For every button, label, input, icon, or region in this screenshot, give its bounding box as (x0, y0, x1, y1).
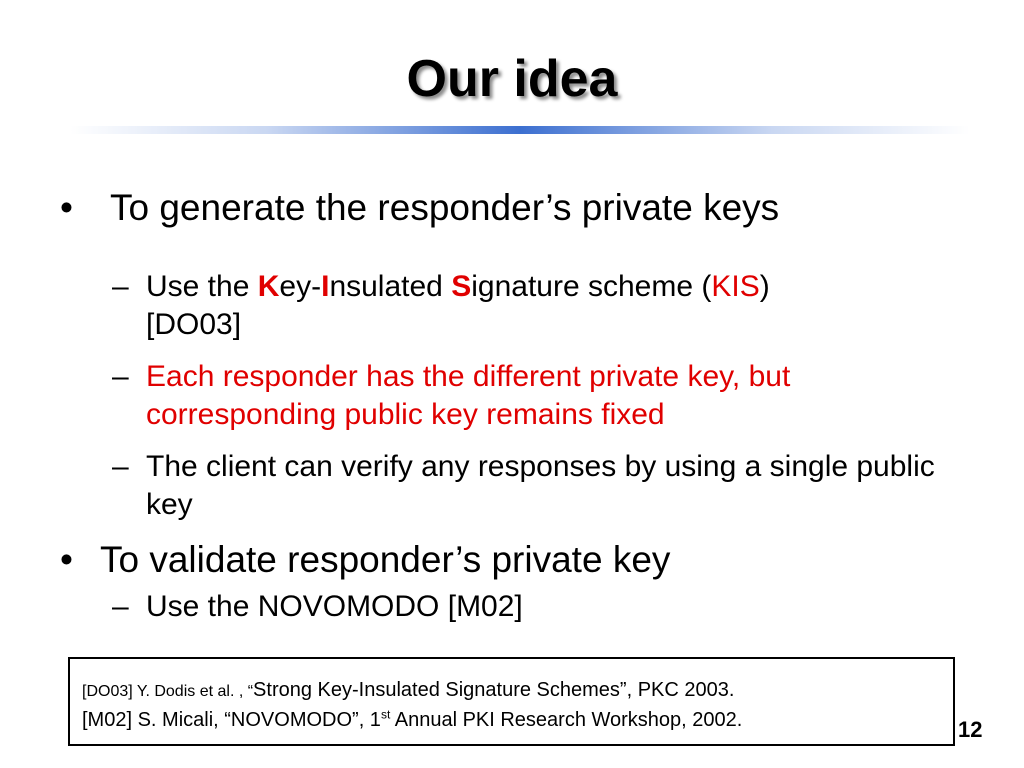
subbullet-novomodo (112, 588, 972, 626)
kis-close-paren: ) (759, 270, 770, 303)
reference-m02-suffix: Annual PKI Research Workshop, 2002. (390, 709, 743, 731)
bullet-marker: • (60, 187, 73, 228)
kis-reference: [DO03] (146, 308, 242, 341)
subbullet-client-verify (112, 448, 972, 524)
subbullet-kis (112, 268, 972, 344)
subbullet-dash: – (112, 360, 129, 393)
bullet-text: To validate responder’s private key (100, 539, 671, 580)
page-number: 12 (958, 717, 983, 742)
kis-letter-s: S (451, 270, 472, 303)
bullet-marker: • (60, 539, 73, 580)
kis-ey: ey- (279, 270, 322, 303)
title-underline (70, 126, 970, 134)
reference-m02-prefix: [M02] S. Micali, “NOVOMODO”, 1 (82, 709, 381, 731)
subbullet-dash: – (112, 450, 129, 483)
subbullet-novomodo-text: Use the NOVOMODO [M02] (146, 590, 523, 623)
kis-letter-i: I (321, 270, 330, 303)
subbullet-each-responder-text: Each responder has the different private key, but corresponding public key remains fixed (146, 360, 791, 431)
kis-prefix: Use the (146, 270, 258, 303)
kis-letter-k: K (257, 270, 280, 303)
reference-do03-authors: [DO03] Y. Dodis et al. , “ (82, 683, 254, 700)
reference-m02-superscript: st (380, 707, 391, 722)
bullet-text: To generate the responder’s private keys (110, 187, 780, 228)
subbullet-kis-text (146, 268, 972, 344)
kis-acronym: KIS (711, 270, 760, 303)
subbullet-each-responder (112, 358, 972, 434)
subbullet-dash: – (112, 590, 129, 623)
references-box (68, 657, 955, 746)
kis-ignature: ignature scheme ( (471, 270, 712, 303)
slide-title: Our idea (406, 50, 618, 108)
subbullet-client-verify-text: The client can verify any responses by using a single public key (146, 450, 935, 521)
reference-m02 (82, 707, 742, 733)
reference-do03 (82, 677, 734, 705)
subbullet-dash: – (112, 270, 129, 303)
kis-nsulated: nsulated (329, 270, 452, 303)
reference-do03-title: Strong Key-Insulated Signature Schemes”, PKC 2003. (253, 679, 735, 701)
